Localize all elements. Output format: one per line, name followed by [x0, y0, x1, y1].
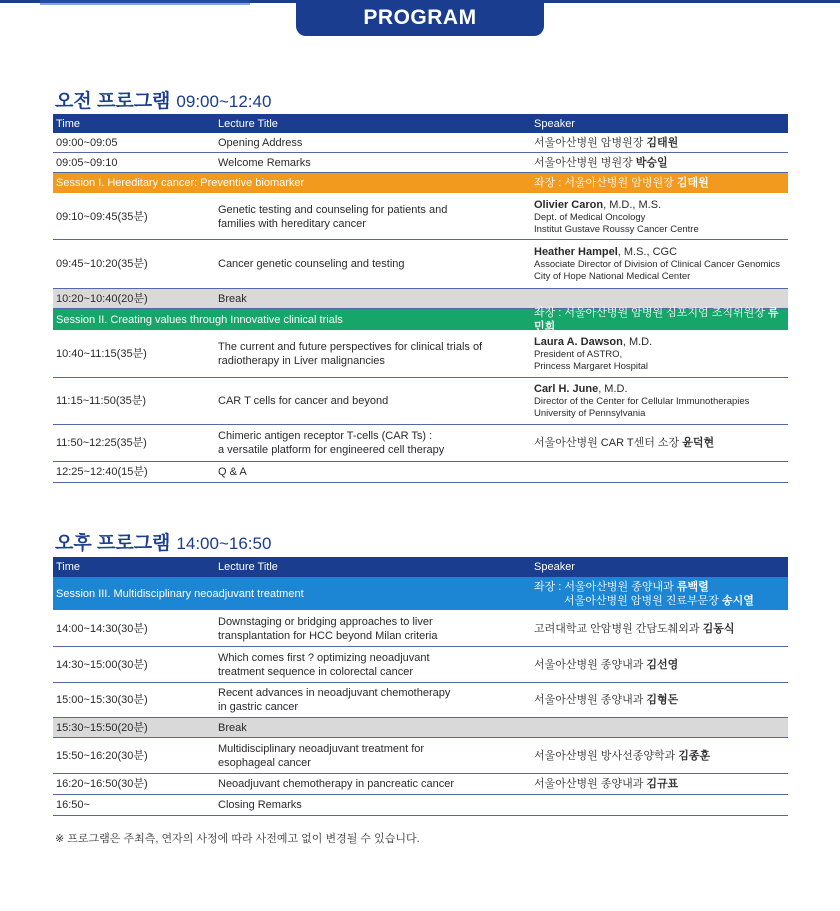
speaker-name: 윤덕현: [682, 437, 715, 449]
chair-name: 류백렬: [676, 580, 709, 593]
speaker-name: 김선영: [646, 658, 679, 671]
row-time: 14:30~15:00(30분): [56, 658, 148, 671]
table-row: [53, 774, 788, 795]
row-time: 09:05~09:10: [56, 156, 118, 169]
row-speaker: [534, 153, 788, 172]
session-chair: [534, 173, 788, 193]
row-title-line: Which comes first ? optimizing neoadjuvant: [218, 651, 430, 664]
row-title-line: The current and future perspectives for clinical trials of: [218, 341, 483, 353]
row-title: [218, 647, 528, 682]
speaker-name: 김형돈: [646, 694, 679, 706]
row-title: Cancer genetic counseling and testing: [218, 258, 405, 270]
row-title-line: families with hereditary cancer: [218, 217, 366, 230]
table-row: [53, 611, 788, 647]
speaker-affiliation: 서울아산병원 종양내과: [534, 658, 644, 671]
row-title-line: esophageal cancer: [218, 756, 311, 769]
row-title: Break: [218, 721, 247, 734]
table-row: [53, 738, 788, 774]
table-row: [53, 425, 788, 462]
row-speaker: [534, 378, 788, 424]
speaker-affiliation: 서울아산병원 CAR T센터 소장: [534, 437, 680, 449]
speaker-degree: , M.D.: [598, 383, 628, 395]
session-chair: [534, 577, 788, 610]
speaker-institution: Institut Gustave Roussy Cancer Centre: [534, 223, 699, 235]
speaker-degree: , M.D., M.S.: [603, 198, 662, 211]
row-title-line: Recent advances in neoadjuvant chemotherapy: [218, 687, 451, 699]
session-title: Session I. Hereditary cancer: Preventive biomarker: [56, 177, 305, 189]
speaker-name: 박승일: [635, 156, 668, 169]
row-title: [218, 331, 528, 377]
session-title: Session III. Multidisciplinary neoadjuvant treatment: [56, 587, 304, 600]
row-time: 09:00~09:05: [56, 136, 118, 149]
chair-label: 좌장 : 서울아산병원 종양내과: [534, 580, 674, 593]
row-time: 10:20~10:40(20분): [56, 292, 148, 305]
speaker-affiliation: 서울아산병원 병원장: [534, 156, 633, 169]
table-row: [53, 194, 788, 240]
row-title: CAR T cells for cancer and beyond: [218, 395, 389, 407]
morning-title-label: 오전 프로그램: [55, 91, 171, 112]
row-title: Neoadjuvant chemotherapy in pancreatic cancer: [218, 778, 455, 790]
row-time: 16:50~: [56, 799, 90, 811]
row-title: [218, 194, 528, 239]
speaker-dept: Dept. of Medical Oncology: [534, 211, 646, 223]
speaker-degree: , M.D.: [622, 336, 653, 348]
speaker-name: Heather Hampel: [534, 246, 618, 258]
afternoon-time: 14:00~16:50: [176, 534, 272, 553]
speaker-affiliation: 고려대학교 안암병원 간담도췌외과: [534, 622, 700, 635]
row-title: Q & A: [218, 466, 247, 478]
row-title: Welcome Remarks: [218, 156, 311, 169]
row-speaker: [534, 133, 788, 152]
table-header: [53, 114, 788, 133]
speaker-affiliation: 서울아산병원 방사선종양학과: [534, 749, 676, 762]
speaker-name: 김동식: [702, 622, 735, 635]
table-row: [53, 133, 788, 153]
morning-time: 09:00~12:40: [176, 92, 272, 111]
row-title: [218, 683, 528, 717]
header-speaker: Speaker: [534, 561, 575, 573]
table-row: [53, 462, 788, 483]
table-row: [53, 795, 788, 816]
row-time: 15:00~15:30(30분): [56, 694, 148, 706]
row-speaker: [534, 240, 788, 288]
header-speaker: Speaker: [534, 117, 575, 130]
session-row: [53, 173, 788, 194]
table-row: [53, 378, 788, 425]
row-time: 14:00~14:30(30분): [56, 622, 148, 635]
chair-name: 송시열: [721, 594, 754, 607]
speaker-institution: University of Pennsylvania: [534, 408, 646, 419]
row-title: [218, 738, 528, 773]
row-speaker: [534, 774, 788, 794]
row-time: 15:50~16:20(30분): [56, 749, 148, 762]
row-title-line: Genetic testing and counseling for patients and: [218, 203, 448, 216]
afternoon-title: [55, 528, 271, 555]
row-time: 11:15~11:50(35분): [56, 395, 147, 407]
row-title-line: in gastric cancer: [218, 701, 299, 713]
row-speaker: [534, 683, 788, 717]
table-row: [53, 153, 788, 173]
session-row: [53, 577, 788, 611]
afternoon-title-label: 오후 프로그램: [55, 533, 171, 554]
session-chair: [534, 306, 788, 333]
row-title: Break: [218, 292, 247, 305]
speaker-affiliation: 서울아산병원 종양내과: [534, 778, 644, 790]
row-speaker: [534, 425, 788, 461]
speaker-name: Laura A. Dawson: [534, 336, 623, 348]
row-time: 09:45~10:20(35분): [56, 258, 148, 270]
table-row: [53, 647, 788, 683]
table-row: [53, 240, 788, 289]
chair-name: 류민희: [534, 306, 779, 333]
header-time: Time: [56, 561, 81, 573]
row-title: Opening Address: [218, 136, 303, 149]
row-time: 10:40~11:15(35분): [56, 348, 147, 360]
speaker-degree: , M.S., CGC: [617, 246, 678, 258]
row-speaker: [534, 611, 788, 646]
chair-label: 좌장 : 서울아산병원 암병원 심포지엄 조직위원장: [534, 306, 765, 319]
row-title: [218, 425, 528, 461]
program-banner: PROGRAM: [296, 0, 544, 36]
chair-label: 서울아산병원 암병원 진료부문장: [564, 594, 719, 607]
row-title-line: Multidisciplinary neoadjuvant treatment for: [218, 742, 425, 755]
row-title-line: Downstaging or bridging approaches to liver: [218, 615, 433, 628]
row-time: 12:25~12:40(15분): [56, 466, 148, 478]
break-row: [53, 718, 788, 738]
speaker-dept: Associate Director of Division of Clinical Cancer Genomics: [534, 259, 781, 270]
row-time: 15:30~15:50(20분): [56, 721, 148, 734]
header-title: Lecture Title: [218, 117, 278, 130]
header-title: Lecture Title: [218, 561, 278, 573]
row-time: 11:50~12:25(35분): [56, 437, 147, 449]
speaker-dept: Director of the Center for Cellular Immunotherapies: [534, 396, 750, 407]
row-title-line: radiotherapy in Liver malignancies: [218, 355, 385, 367]
speaker-affiliation: 서울아산병원 암병원장: [534, 136, 644, 149]
speaker-name: 김태원: [646, 136, 679, 149]
row-title: [218, 611, 528, 646]
speaker-institution: Princess Margaret Hospital: [534, 361, 649, 372]
row-speaker: [534, 331, 788, 377]
speaker-dept: President of ASTRO,: [534, 349, 623, 360]
row-speaker: [534, 194, 788, 239]
speaker-institution: City of Hope National Medical Center: [534, 271, 691, 282]
speaker-name: 김종훈: [678, 749, 711, 762]
speaker-name: Olivier Caron: [534, 198, 604, 211]
table-row: [53, 683, 788, 718]
chair-name: 김태원: [676, 177, 709, 189]
speaker-affiliation: 서울아산병원 종양내과: [534, 694, 644, 706]
row-title-line: Chimeric antigen receptor T-cells (CAR Ts) :: [218, 430, 433, 442]
speaker-name: 김규표: [646, 778, 679, 790]
table-row: [53, 331, 788, 378]
row-speaker: [534, 738, 788, 773]
row-speaker: [534, 647, 788, 682]
row-title: Closing Remarks: [218, 799, 302, 811]
row-title-line: transplantation for HCC beyond Milan criteria: [218, 629, 438, 642]
row-title-line: treatment sequence in colorectal cancer: [218, 665, 414, 678]
session-title: Session II. Creating values through Innovative clinical trials: [56, 313, 343, 326]
session-row: [53, 306, 788, 333]
top-border-accent: [40, 0, 250, 5]
row-time: 16:20~16:50(30분): [56, 778, 148, 790]
table-header: [53, 557, 788, 577]
header-time: Time: [56, 117, 81, 130]
row-title-line: a versatile platform for engineered cell therapy: [218, 444, 445, 456]
morning-title: [55, 86, 271, 113]
speaker-name: Carl H. June: [534, 383, 599, 395]
row-time: 09:10~09:45(35분): [56, 210, 148, 223]
chair-label: 좌장 : 서울아산병원 암병원장: [534, 177, 674, 189]
disclaimer-note: ※ 프로그램은 주최측, 연자의 사정에 따라 사전예고 없이 변경될 수 있습니다.: [55, 833, 420, 845]
